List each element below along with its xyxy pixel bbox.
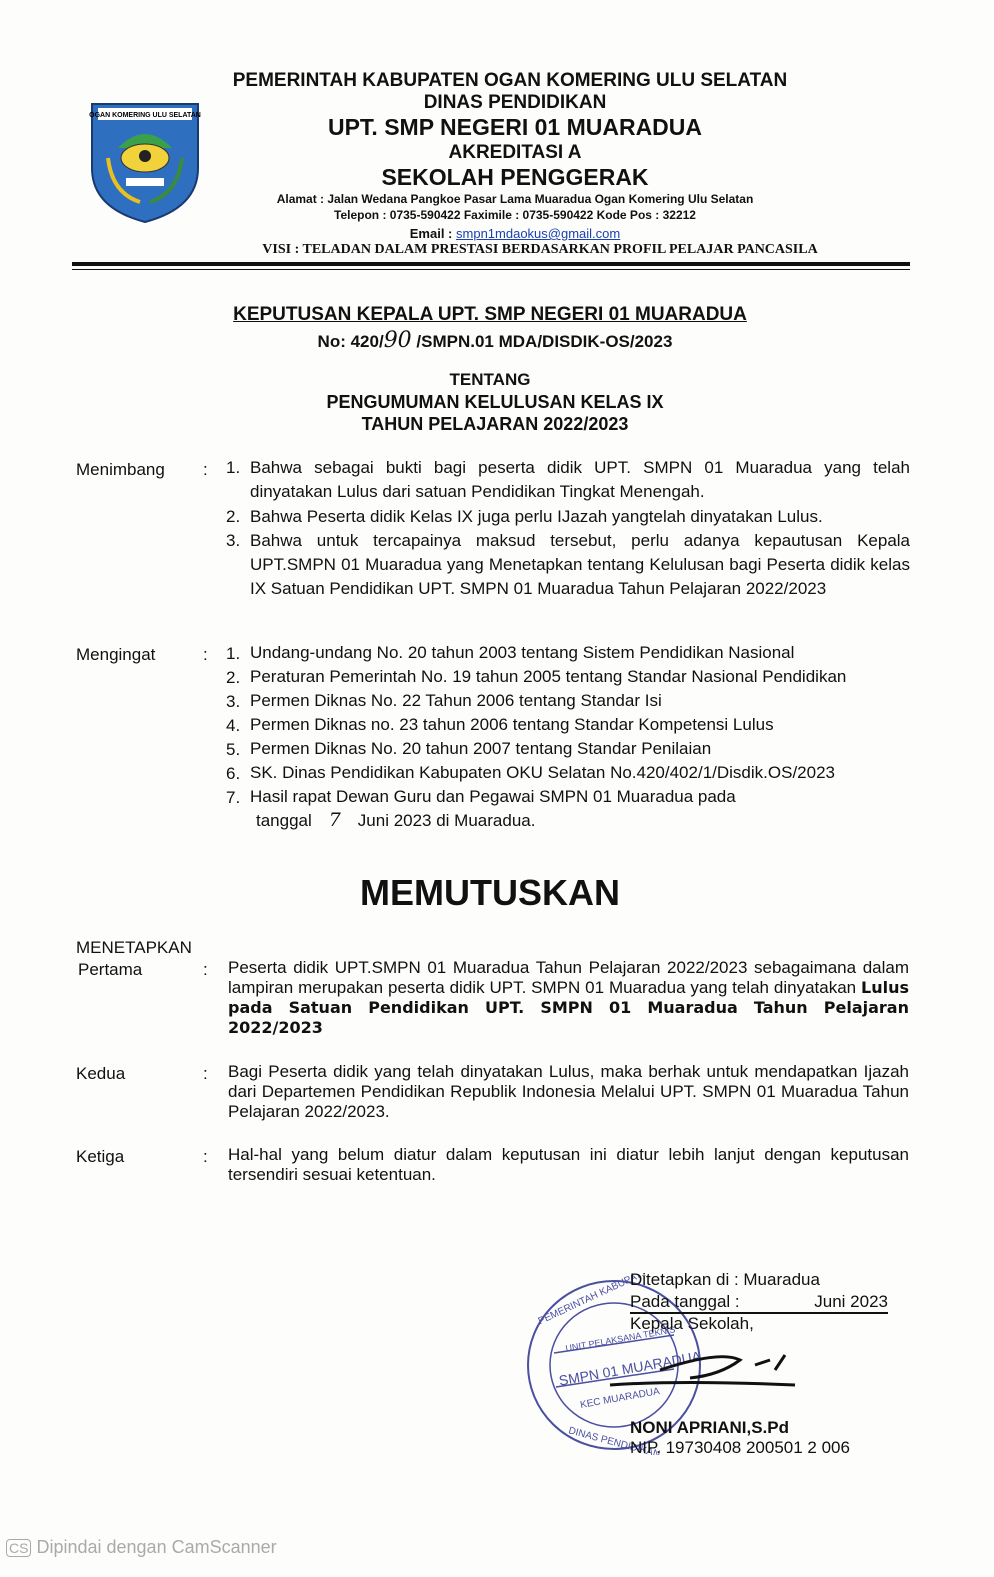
email-link[interactable]: smpn1mdaokus@gmail.com [456, 226, 621, 241]
signature-scribble [600, 1340, 800, 1405]
colon: : [203, 960, 208, 979]
mengingat-item: SK. Dinas Pendidikan Kabupaten OKU Selatan No.420/402/1/Disdik.OS/2023 [250, 763, 835, 782]
mengingat-item: Undang-undang No. 20 tahun 2003 tentang Sistem Pendidikan Nasional [250, 643, 795, 662]
header-government: PEMERINTAH KABUPATEN OGAN KOMERING ULU SELATAN [232, 70, 788, 91]
header-accreditation: AKREDITASI A [448, 142, 582, 163]
handwritten-day: 7 [328, 809, 341, 831]
mengingat-item7-date: tanggal 7 Juni 2023 di Muaradua. [256, 809, 536, 831]
signer-name: NONI APRIANI,S.Pd [630, 1418, 789, 1437]
item-number: 3. [226, 531, 241, 550]
signature-date: Pada tanggal : Juni 2023 [630, 1292, 888, 1314]
kedua-label: Kedua [76, 1064, 126, 1083]
colon: : [203, 1064, 208, 1083]
handwritten-number: 90 [383, 328, 412, 353]
tentang-label: TENTANG [449, 370, 531, 389]
signature-role: Kepala Sekolah, [630, 1314, 754, 1333]
memutuskan-heading: MEMUTUSKAN [360, 872, 620, 913]
mengingat-item: Permen Diknas No. 20 tahun 2007 tentang Standar Penilaian [250, 739, 712, 758]
mengingat-item: Hasil rapat Dewan Guru dan Pegawai SMPN 01 Muaradua pada [250, 787, 736, 806]
colon: : [203, 1147, 208, 1166]
menimbang-item: Bahwa sebagai bukti bagi peserta didik UPT. SMPN 01 Muaradua yang telah dinyatakan Lulus dari satuan Pendidikan Tingkat Menengah. [250, 458, 910, 501]
camscanner-icon: CS [6, 1539, 31, 1557]
menimbang-item: Bahwa untuk tercapainya maksud tersebut, perlu adanya kepautusan Kepala UPT.SMPN 01 Muaradua yang Menetapkan tentang Kelulusan bagi Peserta didik kelas IX Satuan Pendidikan UPT. SMPN 01 Muaradua Tahun Pelajaran 2022/2023 [250, 531, 910, 598]
decree-number: No: 420/90 /SMPN.01 MDA/DISDIK-OS/2023 [317, 328, 673, 353]
header-rule-thick [72, 262, 910, 266]
signer-nip: NIP. 19730408 200501 2 006 [630, 1438, 850, 1457]
ketiga-text: Hal-hal yang belum diatur dalam keputusan ini diatur lebih lanjut dengan keputusan tersendiri sesuai ketentuan. [228, 1145, 909, 1184]
item-number: 2. [226, 507, 241, 526]
item-number: 7. [226, 788, 241, 807]
regency-logo [88, 98, 202, 224]
decree-title: KEPUTUSAN KEPALA UPT. SMP NEGERI 01 MUARADUA [233, 304, 747, 325]
item-number: 1. [226, 458, 241, 477]
header-school: UPT. SMP NEGERI 01 MUARADUA [327, 114, 703, 140]
item-number: 5. [226, 740, 241, 759]
colon: : [203, 645, 208, 664]
svg-text:SMPN 01 MUARADUA: SMPN 01 MUARADUA [557, 1347, 703, 1389]
mengingat-label: Mengingat [76, 645, 156, 664]
svg-text:DINAS PENDIDIKAN: DINAS PENDIDIKAN [567, 1425, 662, 1455]
item-number: 3. [226, 692, 241, 711]
mengingat-item: Peraturan Pemerintah No. 19 tahun 2005 tentang Standar Nasional Pendidikan [250, 667, 847, 686]
colon: : [203, 460, 208, 479]
svg-text:UNIT PELAKSANA TEKNIS: UNIT PELAKSANA TEKNIS [564, 1324, 677, 1354]
header-email-line [200, 226, 830, 241]
menimbang-label: Menimbang [76, 460, 165, 479]
menimbang-item: Bahwa Peserta didik Kelas IX juga perlu IJazah yangtelah dinyatakan Lulus. [250, 507, 823, 526]
svg-text:PEMERINTAH KABUPATEN: PEMERINTAH KABUPATEN [536, 1275, 657, 1328]
kedua-text: Bagi Peserta didik yang telah dinyatakan Lulus, maka berhak untuk mendapatkan Ijazah dari Departemen Pendidikan Republik Indonesia Melalui UPT. SMPN 01 Muaradua Tahun Pelajaran 2022/2023. [228, 1062, 909, 1121]
item-number: 1. [226, 644, 241, 663]
pertama-text: Peserta didik UPT.SMPN 01 Muaradua Tahun Pelajaran 2022/2023 sebagaimana dalam lampiran merupakan peserta didik UPT. SMPN 01 Muaradua yang telah dinyatakan Lulus pada Satuan Pendidikan UPT. SMPN 01 Muaradua Tahun Pelajaran 2022/2023 [228, 958, 909, 1037]
svg-text:KEC MUARADUA: KEC MUARADUA [579, 1386, 661, 1411]
subject-line1: PENGUMUMAN KELULUSAN KELAS IX [326, 392, 664, 412]
header-phone: Telepon : 0735-590422 Faximile : 0735-590422 Kode Pos : 32212 [334, 208, 696, 222]
header-rule-thin [72, 269, 910, 270]
pertama-label: Pertama [78, 960, 143, 979]
header-address: Alamat : Jalan Wedana Pangkoe Pasar Lama Muaradua Ogan Komering Ulu Selatan [276, 192, 754, 206]
svg-text:OGAN KOMERING ULU SELATAN: OGAN KOMERING ULU SELATAN [89, 112, 201, 119]
camscanner-watermark: CS Dipindai dengan CamScanner [6, 1537, 277, 1558]
mengingat-item: Permen Diknas No. 22 Tahun 2006 tentang Standar Isi [250, 691, 662, 710]
signature-place: Ditetapkan di : Muaradua [630, 1270, 820, 1289]
email-label: Email : [409, 226, 457, 241]
ketiga-label: Ketiga [76, 1147, 125, 1166]
item-number: 4. [226, 716, 241, 735]
header-dinas: DINAS PENDIDIKAN [423, 92, 607, 113]
menetapkan-label: MENETAPKAN [76, 938, 192, 957]
item-number: 6. [226, 764, 241, 783]
header-program: SEKOLAH PENGGERAK [381, 164, 649, 190]
mengingat-item: Permen Diknas no. 23 tahun 2006 tentang Standar Kompetensi Lulus [250, 715, 774, 734]
item-number: 2. [226, 668, 241, 687]
header-visi: VISI : TELADAN DALAM PRESTASI BERDASARKAN PROFIL PELAJAR PANCASILA [262, 242, 818, 257]
subject-line2: TAHUN PELAJARAN 2022/2023 [361, 414, 629, 434]
